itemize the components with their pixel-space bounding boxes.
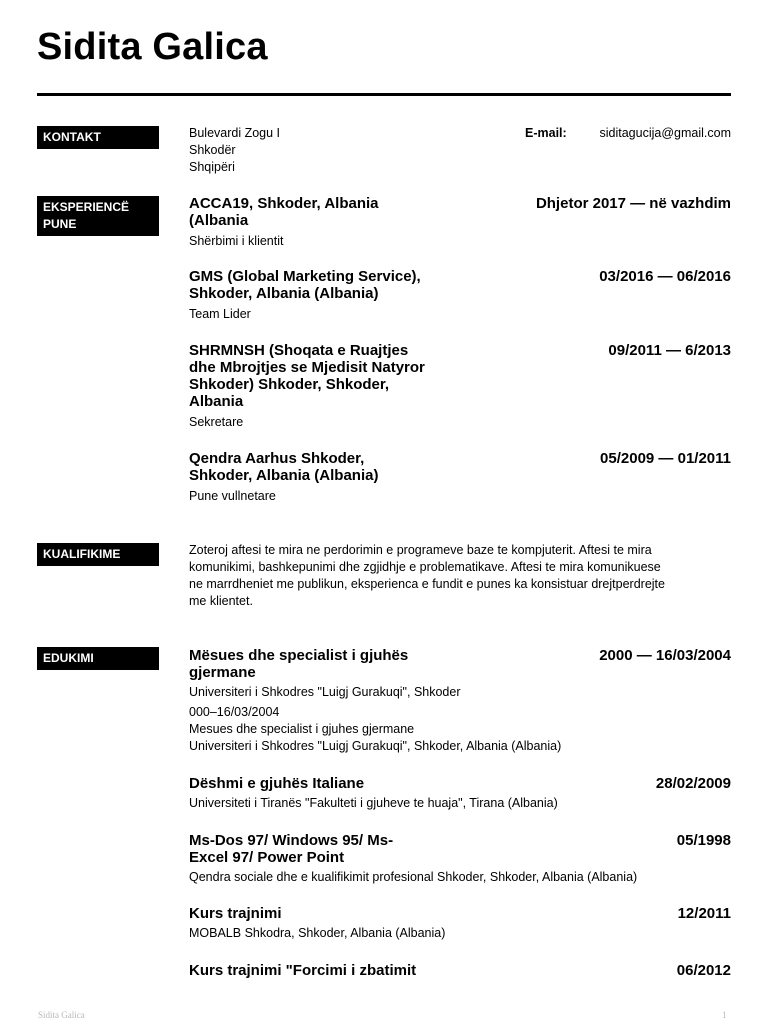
entry-date: 05/2009 — 01/2011 [600, 450, 731, 467]
footer-page-number: 1 [722, 1010, 727, 1020]
email-value[interactable]: siditagucija@gmail.com [599, 126, 731, 140]
title-line: Shkoder, Albania (Albania) [189, 467, 379, 484]
entry-date: Dhjetor 2017 — në vazhdim [535, 195, 731, 212]
entry-details: Universiteti i Tiranës "Fakulteti i gjuheve te huaja", Tirana (Albania) [189, 796, 558, 810]
title-line: Ms-Dos 97/ Windows 95/ Ms- [189, 832, 394, 849]
entry-title [189, 450, 519, 484]
detail-line: Universiteri i Shkodres "Luigj Gurakuqi", Shkoder [189, 685, 461, 699]
text-line: komunikimi, bashkepunimi dhe zgjidhje e problematikave. Aftesi te mira komunikuese [189, 560, 661, 574]
title-line: Shkoder) Shkoder, Shkoder, [189, 376, 390, 393]
footer-name: Sidita Galica [38, 1010, 85, 1020]
title-line: Qendra Aarhus Shkoder, [189, 450, 365, 467]
title-line: Shkoder, Albania (Albania) [189, 285, 379, 302]
contact-address [189, 125, 280, 176]
entry-date: 09/2011 — 6/2013 [608, 342, 731, 359]
title-line: ACCA19, Shkoder, Albania [189, 195, 379, 212]
section-label-contact: KONTAKT [37, 126, 159, 149]
label-line: PUNE [43, 217, 77, 231]
address-line: Bulevardi Zogu I [189, 126, 281, 140]
entry-date: 06/2012 [676, 962, 731, 979]
entry-title [189, 268, 519, 302]
entry-date: 2000 — 16/03/2004 [599, 647, 731, 664]
section-label-education: EDUKIMI [37, 647, 159, 670]
title-line: GMS (Global Marketing Service), [189, 268, 421, 285]
title-line: Albania [189, 393, 244, 410]
entry-date: 03/2016 — 06/2016 [599, 268, 731, 285]
experience-entry [189, 195, 519, 250]
text-line: me klientet. [189, 594, 253, 608]
entry-title: Kurs trajnimi "Forcimi i zbatimit [189, 962, 417, 979]
detail-line: 000–16/03/2004 [189, 705, 280, 719]
label-line: EKSPERIENCË [43, 200, 130, 214]
entry-role: Pune vullnetare [189, 489, 276, 503]
text-line: ne marrdheniet me publikun, eksperienca e fundit e punes ka konsistuar drejtperdrejte [189, 577, 665, 591]
title-line: SHRMNSH (Shoqata e Ruajtjes [189, 342, 409, 359]
entry-date: 12/2011 [677, 905, 731, 922]
text-line: Zoteroj aftesi te mira ne perdorimin e programeve baze te kompjuterit. Aftesi te mira [189, 543, 652, 557]
title-line: dhe Mbrojtjes se Mjedisit Natyror [189, 359, 425, 376]
header-divider [37, 93, 731, 96]
section-label-experience [37, 196, 159, 236]
title-line: gjermane [189, 664, 256, 681]
address-line: Shkodër [189, 143, 236, 157]
entry-date: 28/02/2009 [655, 775, 731, 792]
entry-role: Shërbimi i klientit [189, 234, 284, 248]
entry-role: Team Lider [189, 307, 251, 321]
experience-entry [189, 268, 519, 323]
detail-line: Mesues dhe specialist i gjuhes gjermane [189, 722, 415, 736]
experience-entry [189, 450, 519, 505]
qualifications-text [189, 542, 734, 610]
title-line: Mësues dhe specialist i gjuhës [189, 647, 409, 664]
detail-line: Universiteri i Shkodres "Luigj Gurakuqi", Shkoder, Albania (Albania) [189, 739, 562, 753]
entry-role: Sekretare [189, 415, 244, 429]
entry-details: Qendra sociale dhe e kualifikimit profesional Shkoder, Shkoder, Albania (Albania) [189, 870, 638, 884]
section-label-qualifications: KUALIFIKIME [37, 543, 159, 566]
title-line: (Albania [189, 212, 249, 229]
entry-details: MOBALB Shkodra, Shkoder, Albania (Albania) [189, 926, 446, 940]
entry-date: 05/1998 [676, 832, 731, 849]
email-label: E-mail: [525, 126, 567, 140]
address-line: Shqipëri [189, 160, 235, 174]
candidate-name: Sidita Galica [37, 26, 268, 68]
entry-title [189, 195, 519, 229]
entry-title [189, 342, 519, 410]
entry-title: Kurs trajnimi [189, 905, 282, 922]
entry-title: Dëshmi e gjuhës Italiane [189, 775, 365, 792]
experience-entry [189, 342, 519, 431]
entry-details [189, 684, 734, 755]
title-line: Excel 97/ Power Point [189, 849, 345, 866]
